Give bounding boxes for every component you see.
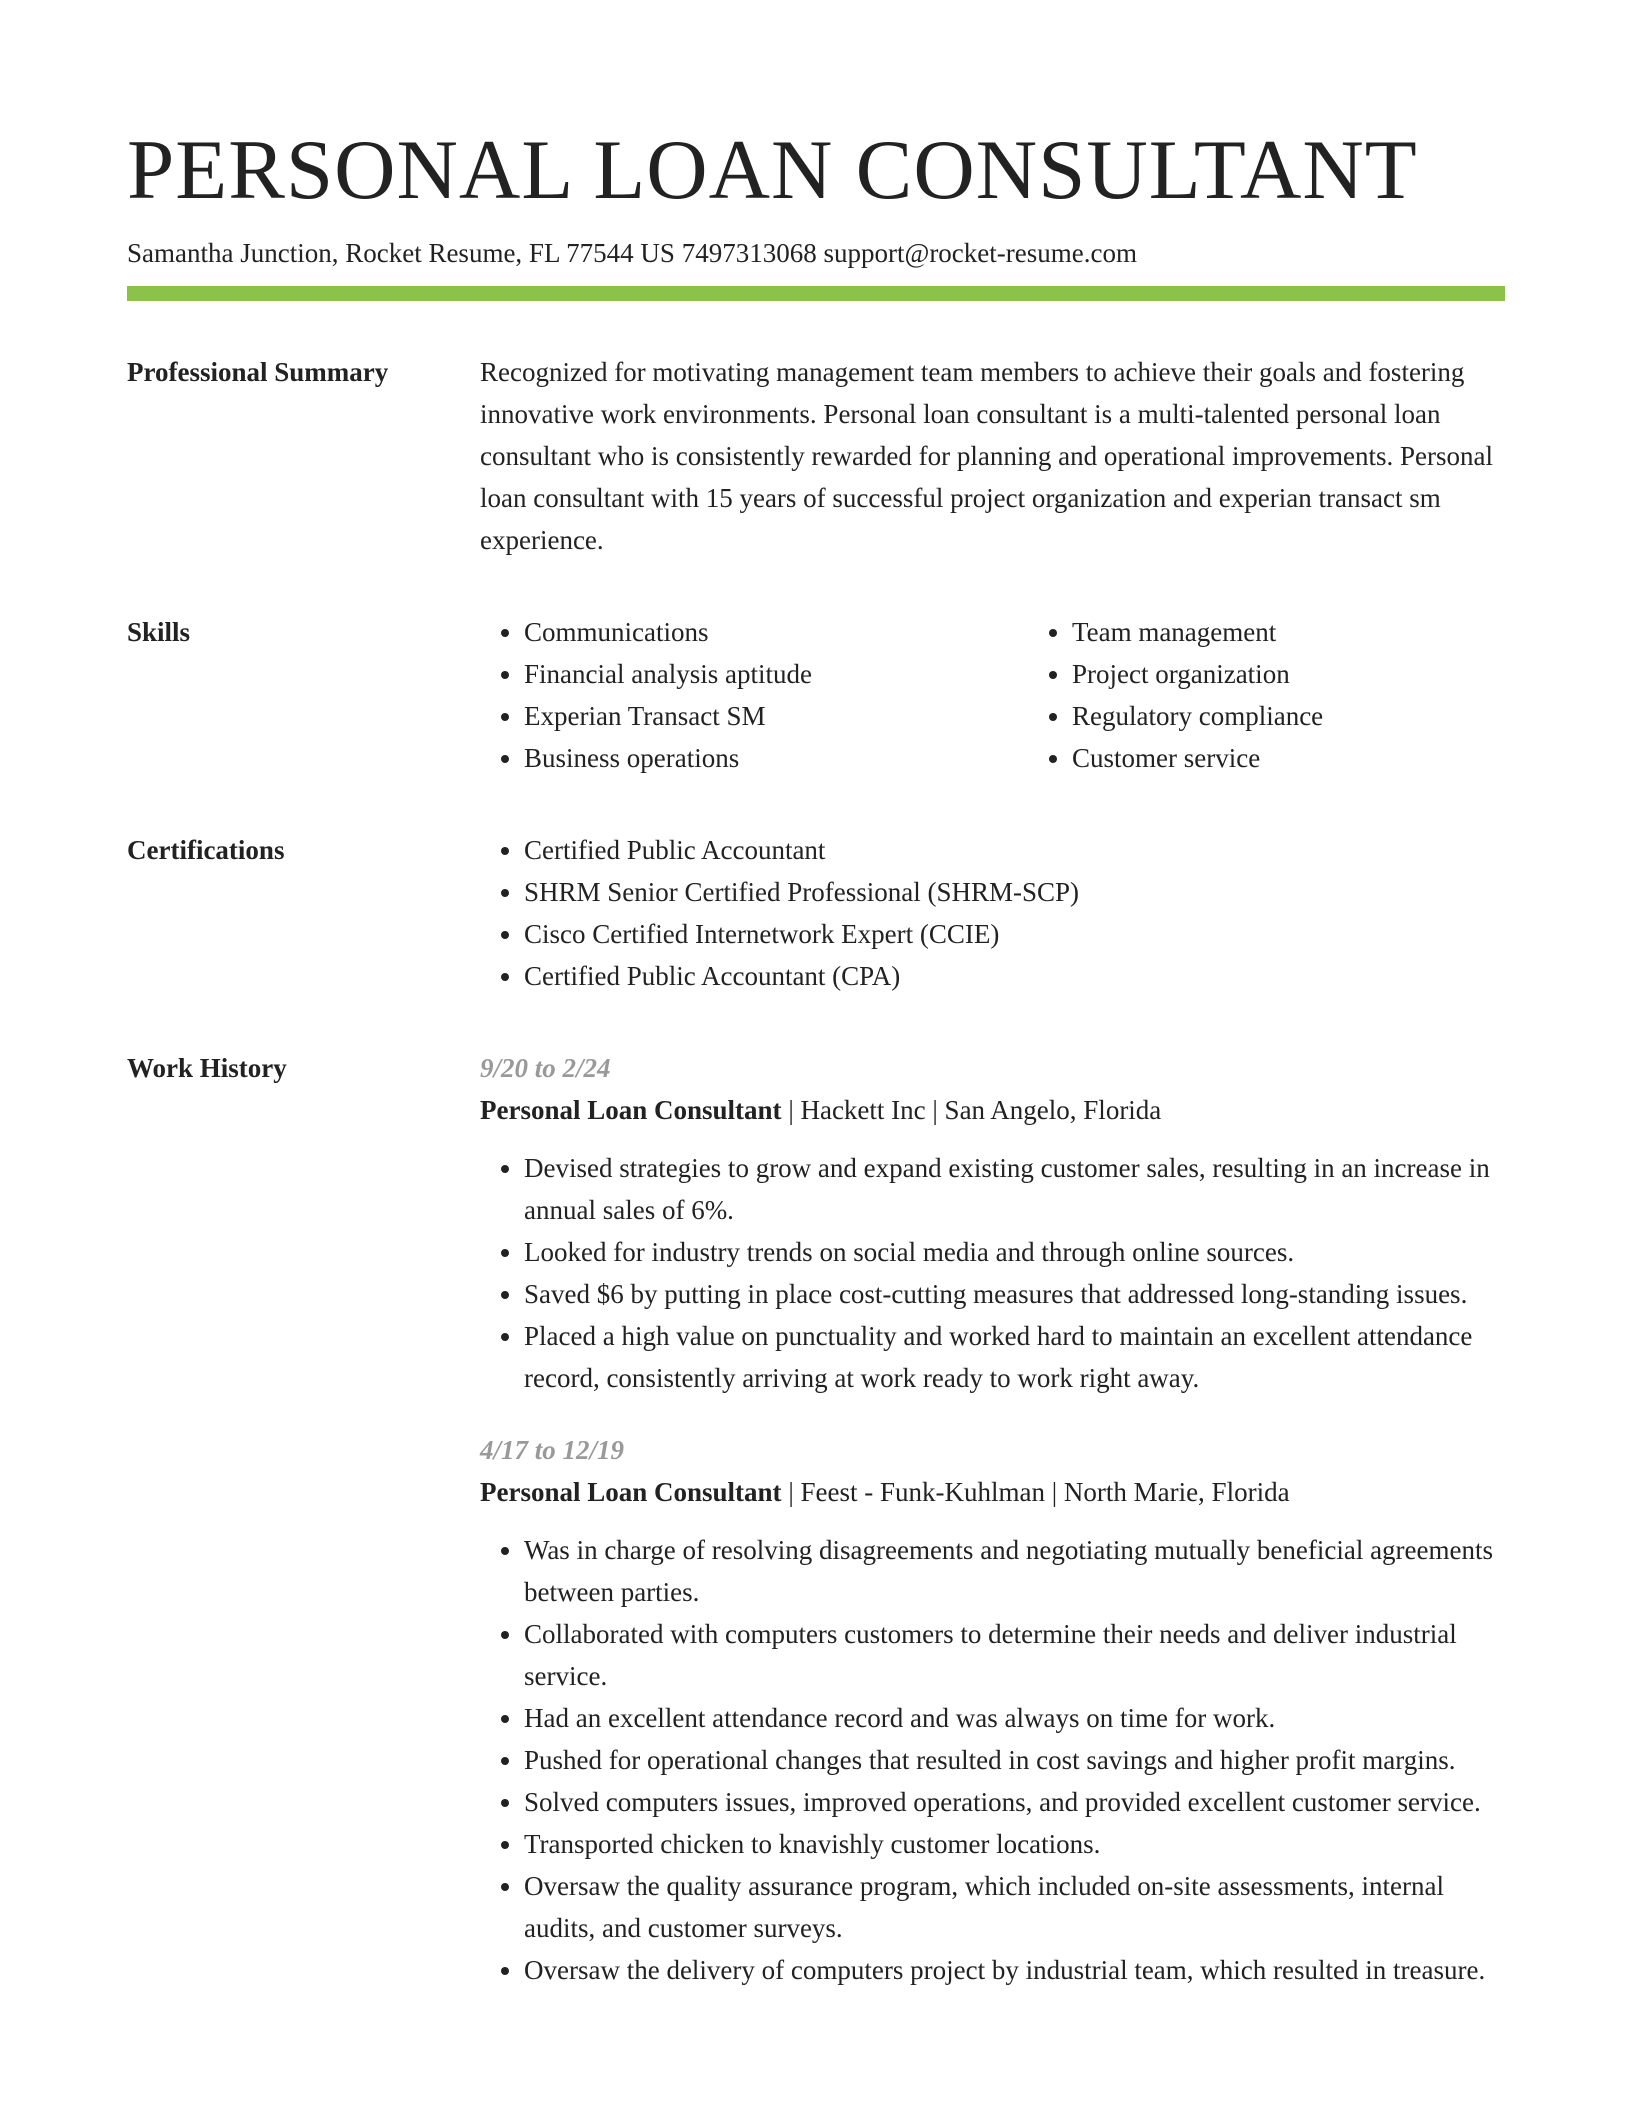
job-bullet: • Oversaw the delivery of computers project by industrial team, which resulted in treasure. bbox=[524, 1949, 1505, 1991]
skill-item: • Experian Transact SM bbox=[524, 695, 1028, 737]
certification-item: • SHRM Senior Certified Professional (SHRM-SCP) bbox=[524, 871, 1505, 913]
header-divider bbox=[127, 286, 1505, 301]
certification-item: • Certified Public Accountant bbox=[524, 829, 1505, 871]
skill-item: • Communications bbox=[524, 611, 1028, 653]
job-bullet: • Oversaw the quality assurance program, which included on-site assessments, internal audits, and customer surveys. bbox=[524, 1865, 1505, 1949]
job-bullet: • Placed a high value on punctuality and worked hard to maintain an excellent attendance record, consistently arriving at work ready to work right away. bbox=[524, 1315, 1505, 1399]
job-bullet: • Had an excellent attendance record and was always on time for work. bbox=[524, 1697, 1505, 1739]
skill-item: • Business operations bbox=[524, 737, 1028, 779]
job-bullet: • Devised strategies to grow and expand existing customer sales, resulting in an increase in annual sales of 6%. bbox=[524, 1147, 1505, 1231]
certifications-section bbox=[127, 829, 1505, 997]
contact-info: Samantha Junction, Rocket Resume, FL 77544 US 7497313068 support@rocket-resume.com bbox=[127, 238, 1137, 268]
certification-item: • Cisco Certified Internetwork Expert (CCIE) bbox=[524, 913, 1505, 955]
certifications-list bbox=[480, 829, 1505, 997]
section-title-skills: Skills bbox=[127, 617, 191, 647]
work-history-section bbox=[127, 1047, 1505, 1991]
summary-section bbox=[127, 351, 1505, 561]
job-title: Personal Loan Consultant bbox=[480, 1095, 782, 1125]
skill-item: • Regulatory compliance bbox=[1072, 695, 1323, 737]
job-entry bbox=[480, 1047, 1505, 1399]
skills-list-right bbox=[1028, 611, 1323, 779]
job-bullet: • Looked for industry trends on social media and through online sources. bbox=[524, 1231, 1505, 1273]
summary-text: Recognized for motivating management team members to achieve their goals and fostering innovative work environments. Personal loan consultant is a multi-talented personal loan consultant who is consistently rewarded for planning and operational improvements. Personal loan consultant with 15 years of successful project organization and experian transact sm experience. bbox=[480, 357, 1494, 555]
resume-page bbox=[127, 118, 1505, 1991]
job-bullet: • Was in charge of resolving disagreements and negotiating mutually beneficial agreements between parties. bbox=[524, 1529, 1505, 1613]
job-bullet: • Pushed for operational changes that resulted in cost savings and higher profit margins. bbox=[524, 1739, 1505, 1781]
section-title-certifications: Certifications bbox=[127, 835, 285, 865]
job-entry bbox=[480, 1429, 1505, 1991]
job-bullet: • Saved $6 by putting in place cost-cutting measures that addressed long-standing issues. bbox=[524, 1273, 1505, 1315]
job-bullets bbox=[480, 1529, 1505, 1991]
skills-list-left bbox=[480, 611, 1028, 779]
job-details: | Hackett Inc | San Angelo, Florida bbox=[781, 1095, 1162, 1125]
section-title-work-history: Work History bbox=[127, 1053, 287, 1083]
job-heading bbox=[480, 1089, 1505, 1131]
job-bullet: • Transported chicken to knavishly customer locations. bbox=[524, 1823, 1505, 1865]
skills-section bbox=[127, 611, 1505, 779]
skill-item: • Customer service bbox=[1072, 737, 1323, 779]
skill-item: • Financial analysis aptitude bbox=[524, 653, 1028, 695]
skill-item: • Project organization bbox=[1072, 653, 1323, 695]
job-details: | Feest - Funk-Kuhlman | North Marie, Florida bbox=[781, 1477, 1290, 1507]
job-bullets bbox=[480, 1147, 1505, 1399]
certification-item: • Certified Public Accountant (CPA) bbox=[524, 955, 1505, 997]
section-title-summary: Professional Summary bbox=[127, 357, 389, 387]
job-title: Personal Loan Consultant bbox=[480, 1477, 782, 1507]
job-bullet: • Solved computers issues, improved operations, and provided excellent customer service. bbox=[524, 1781, 1505, 1823]
job-dates: 4/17 to 12/19 bbox=[480, 1435, 625, 1465]
job-bullet: • Collaborated with computers customers to determine their needs and deliver industrial service. bbox=[524, 1613, 1505, 1697]
skill-item: • Team management bbox=[1072, 611, 1323, 653]
job-heading bbox=[480, 1471, 1505, 1513]
job-dates: 9/20 to 2/24 bbox=[480, 1053, 611, 1083]
resume-name: PERSONAL LOAN CONSULTANT bbox=[127, 123, 1418, 217]
